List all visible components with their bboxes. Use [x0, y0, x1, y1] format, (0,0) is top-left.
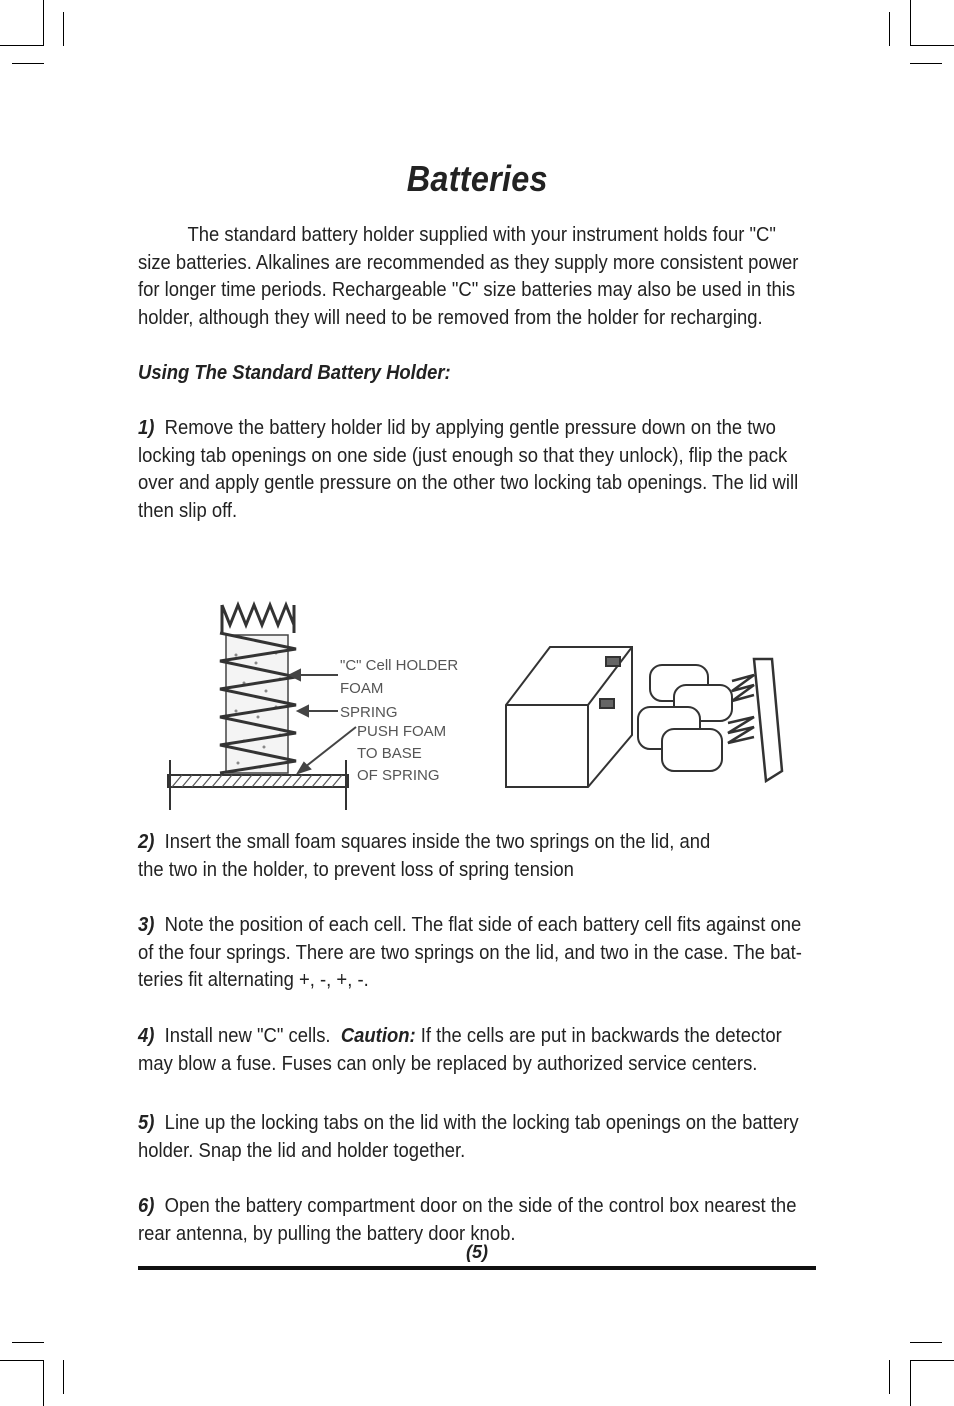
step-2: [138, 828, 768, 883]
crop-mark: [889, 1360, 890, 1394]
text-line: may blow a fuse. Fuses can only be replaced by authorized service centers.: [138, 1051, 758, 1075]
label-push-foam: PUSH FOAM: [357, 723, 447, 740]
label-spring: SPRING: [340, 704, 398, 721]
step-4: [138, 1022, 782, 1077]
step-number: 3): [138, 913, 155, 936]
text-line: teries fit alternating +, -, +, -.: [138, 968, 369, 991]
text-line: then slip off.: [138, 498, 238, 522]
step-number: 5): [138, 1111, 155, 1134]
text-line: size batteries. Alkalines are recommended as they supply more consistent power: [138, 250, 799, 274]
battery-case: [506, 647, 632, 787]
crop-mark: [889, 12, 890, 46]
text-line: The standard battery holder supplied with your instrument holds four "C": [187, 223, 776, 246]
crop-mark: [910, 0, 911, 46]
text-line: Install new "C" cells.: [164, 1024, 331, 1047]
text-line: Note the position of each cell. The flat side of each battery cell fits against one: [164, 913, 802, 936]
crop-mark: [0, 45, 44, 46]
crop-mark: [910, 45, 954, 46]
step-number: 4): [138, 1024, 155, 1047]
text-line: Line up the locking tabs on the lid with the locking tab openings on the battery: [164, 1111, 799, 1134]
label-to-base: TO BASE: [357, 745, 422, 762]
crop-mark: [0, 1360, 44, 1361]
step-6: [138, 1192, 797, 1247]
page-number: (5): [466, 1242, 488, 1262]
text-line: Open the battery compartment door on the side of the control box nearest the: [164, 1194, 797, 1217]
text-line: holder, although they will need to be removed from the holder for recharging.: [138, 305, 763, 329]
battery-lid: [728, 659, 782, 781]
crop-mark: [63, 1360, 64, 1394]
section-subheading: [138, 359, 768, 387]
crop-mark: [43, 0, 44, 46]
spring-top-coil: [222, 605, 294, 625]
battery-cells: [638, 665, 732, 771]
crop-mark: [12, 1342, 44, 1343]
label-foam: FOAM: [340, 680, 384, 697]
label-of-spring: OF SPRING: [357, 767, 440, 784]
text-line: over and apply gentle pressure on the other two locking tab openings. The lid will: [138, 471, 799, 494]
step-3: [138, 911, 802, 994]
page-title: Batteries: [406, 158, 548, 199]
intro-paragraph: [138, 221, 799, 331]
text-line: Insert the small foam squares inside the two springs on the lid, and: [164, 830, 711, 853]
step-number: 6): [138, 1194, 155, 1217]
text-line: locking tab openings on one side (just enough so that they unlock), flip the pack: [138, 443, 788, 467]
crop-mark: [43, 1360, 44, 1406]
crop-mark: [12, 63, 44, 64]
crop-mark: [910, 1342, 942, 1343]
crop-mark: [910, 1360, 954, 1361]
step-1: [138, 414, 799, 524]
text-line: the two in the holder, to prevent loss of spring tension: [138, 857, 574, 881]
crop-mark: [910, 63, 942, 64]
text-line: Remove the battery holder lid by applying gentle pressure down on the two: [164, 416, 776, 439]
crop-mark: [910, 1360, 911, 1406]
battery-holder-illustration: [160, 595, 790, 815]
step-number: 1): [138, 416, 155, 439]
step-number: 2): [138, 830, 155, 853]
label-cell-holder: "C" Cell HOLDER: [340, 657, 459, 674]
text-line: rear antenna, by pulling the battery door knob.: [138, 1221, 516, 1245]
caution-label: Caution:: [340, 1024, 416, 1047]
step-5: [138, 1109, 799, 1164]
text-line: If the cells are put in backwards the detector: [420, 1024, 782, 1047]
subheading-text: Using The Standard Battery Holder:: [138, 361, 451, 384]
footer-rule: [138, 1266, 816, 1270]
crop-mark: [63, 12, 64, 46]
text-line: holder. Snap the lid and holder together.: [138, 1138, 466, 1162]
text-line: of the four springs. There are two springs on the lid, and two in the case. The bat-: [138, 940, 802, 964]
text-line: for longer time periods. Rechargeable "C" size batteries may also be used in this: [138, 278, 796, 301]
